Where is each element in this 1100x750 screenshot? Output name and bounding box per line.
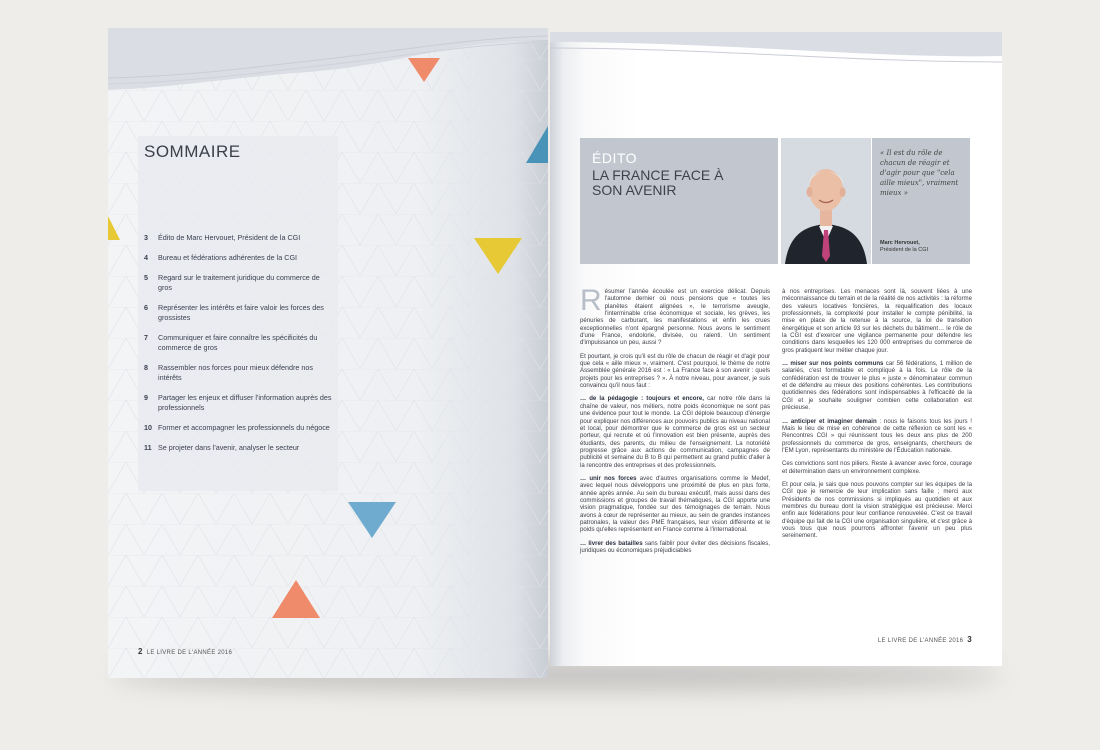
- toc-number: 4: [144, 253, 148, 262]
- article-column-2: [782, 288, 972, 546]
- toc-number: 10: [144, 423, 152, 432]
- paragraph-text: car notre rôle dans la chaîne de valeur, nos métiers, notre poids économique ne sont pas une évidence pour tout le monde. La CGI déploie beaucoup d'énergie pour expliquer nos différences aux pouvoirs publics au niveau national et local, pour démontrer que le commerce de gros est un secteur porteur, qui recrute et où l'innovation est bien présente, auprès des étudiants, des parents, du milieu de l'enseignement. La notoriété progresse grâce aux actions de communication, campagnes de publicité et semaine du B to B qui permettent au grand public d'aller à la rencontre des entreprises et des professionnels.: [580, 395, 770, 469]
- toc-number: 8: [144, 363, 148, 372]
- toc-text: Partager les enjeux et diffuser l'information auprès des professionnels: [158, 393, 332, 412]
- paragraph-keyword: … de la pédagogie : toujours et encore,: [580, 395, 704, 403]
- blue-triangle-edge: [526, 126, 548, 163]
- page-number: 2: [138, 647, 143, 656]
- toc-item[interactable]: [144, 253, 334, 263]
- left-folio: [134, 647, 232, 656]
- paragraph: [782, 481, 972, 540]
- paragraph: [580, 395, 770, 468]
- paragraph-keyword: … unir nos forces: [580, 474, 637, 482]
- paragraph-text: sans faiblir pour éviter des décisions fiscales, juridiques ou économiques préjudiciables: [580, 539, 771, 554]
- paragraph: [580, 475, 770, 534]
- toc-number: 11: [144, 443, 152, 452]
- right-folio: [878, 635, 976, 644]
- paragraph-text: Et pourtant, je crois qu'il est du rôle de chacun de réagir et d'agir pour que cela « aille mieux », vraiment. C'est pourquoi, le thème de notre Assemblée générale 2016 est : « La France face à son avenir : quels projets pour les entreprises ? ». À notre niveau, pour avancer, je suis convaincu qu'il nous faut :: [580, 352, 770, 390]
- toc-item[interactable]: [144, 273, 334, 293]
- signature: [880, 240, 928, 254]
- coral-triangle-top: [408, 58, 440, 82]
- paragraph-text: Et pour cela, je sais que nous pouvons compter sur les équipes de la CGI que je remercie de leur implication sans faille ; merci aux Présidents de nos commissions si impliqués au quotidien et aux membres du bureau dont la vision stratégique est précieuse. Merci enfin aux fédérations pour leur confiance renouvelée. C'est ce travail d'équipe qui fait de la CGI une organisation singulière, et c'est grâce à vous tous que nous pourrons affronter l'avenir un peu plus sereinement.: [782, 480, 972, 540]
- paragraph-keyword: … anticiper et imaginer demain: [782, 417, 877, 425]
- toc-number: 5: [144, 273, 148, 282]
- paragraph-keyword: … livrer des batailles: [580, 539, 643, 547]
- toc-text: Regard sur le traitement juridique du commerce de gros: [158, 273, 320, 292]
- toc-item[interactable]: [144, 303, 334, 323]
- signature-role: Président de la CGI: [880, 247, 928, 253]
- paragraph-text: : nous le faisons tous les jours ! Mais le lieu de mise en cohérence de cette réflexion ce sont les « Rencontres CGI » qui réunissent tous les deux ans plus de 200 professionnels du commerce de gros, enseignants, chercheurs de l'EM Lyon, représentants du ministère de l'Éducation nationale.: [782, 417, 972, 454]
- page-number: 3: [967, 635, 972, 644]
- folio-text: LE LIVRE DE L'ANNÉE 2016: [146, 650, 233, 656]
- portrait-illustration: [781, 138, 871, 264]
- folio-text: LE LIVRE DE L'ANNÉE 2016: [877, 638, 964, 644]
- toc-item[interactable]: [144, 233, 334, 243]
- toc-item[interactable]: [144, 333, 334, 353]
- toc-item[interactable]: [144, 423, 334, 433]
- table-of-contents: [144, 233, 334, 463]
- paragraph: [580, 353, 770, 390]
- paragraph: [782, 288, 972, 354]
- toc-text: Communiquer et faire connaître les spécificités du commerce de gros: [158, 333, 318, 352]
- signature-name: Marc Hervouet,: [880, 240, 920, 246]
- toc-item[interactable]: [144, 443, 334, 453]
- toc-number: 3: [144, 233, 148, 242]
- paragraph: [782, 418, 972, 455]
- paragraph: [782, 360, 972, 411]
- toc-number: 9: [144, 393, 148, 402]
- toc-text: Former et accompagner les professionnels du négoce: [158, 423, 330, 432]
- paragraph-text: Ces convictions sont nos piliers. Reste à avancer avec force, courage et détermination dans un environnement complexe.: [782, 460, 972, 475]
- paragraph: [580, 284, 770, 347]
- yellow-triangle-right: [474, 238, 522, 274]
- paragraph-keyword: … miser sur nos points communs: [782, 360, 884, 368]
- toc-text: Se projeter dans l'avenir, analyser le secteur: [158, 443, 300, 452]
- paragraph-text: car 56 fédérations, 1 million de salariés, c'est formidable et compliqué à la fois. Le rôle de la confédération est de trouver le plus « juste » dénominateur commun et de défendre au mieux des positions cohérentes. Les contributions quotidiennes des fédérations sont indispensables à l'efficacité de la CGI et je souhaite souligner combien cette collaboration est précieuse.: [782, 360, 972, 412]
- page-title: SOMMAIRE: [144, 142, 241, 161]
- portrait-photo: [781, 138, 871, 264]
- paragraph-text: à nos entreprises. Les menaces sont là, souvent liées à une méconnaissance du terrain et de la réalité de nos activités : la réforme des valeurs locatives foncières, la requalification des locaux professionnels, la complexité pour installer le compte pénibilité, la mise en place de la retenue à la source, la loi de transition énergétique et son article 93 sur les déchets du bâtiment… le rôle de la CGI est d'exercer une vigilance permanente pour défendre les conditions dans lesquelles les 120 000 entreprises du commerce de gros pratiquent leur métier chaque jour.: [782, 288, 972, 354]
- toc-item[interactable]: [144, 393, 334, 413]
- paragraph: [580, 540, 770, 555]
- edito-title: LA FRANCE FACE À SON AVENIR: [592, 167, 724, 198]
- toc-text: Bureau et fédérations adhérentes de la CGI: [158, 253, 298, 262]
- toc-text: Représenter les intérêts et faire valoir les forces des grossistes: [158, 303, 324, 322]
- paragraph-text: avec d'autres organisations comme le Medef, avec lequel nous développons une proximité de plus en plus forte, année après année. Au sein du bureau exécutif, mais aussi dans des commissions et groupes de travail thématiques, la CGI apporte une vision pragmatique, fondée sur des témoignages de terrain. Nous avons à cœur de représenter au mieux, au sein de grandes instances patronales, la valeur des PME françaises, leur vision différente et le poids qu'elles représentent en France comme à l'international.: [580, 474, 770, 534]
- drop-cap: R: [580, 284, 602, 317]
- blue-triangle-bottom: [348, 502, 396, 538]
- toc-item[interactable]: [144, 363, 334, 383]
- toc-number: 6: [144, 303, 148, 312]
- article-column-1: [580, 284, 771, 560]
- paragraph: [782, 460, 972, 475]
- yellow-triangle-left: [108, 216, 120, 240]
- toc-number: 7: [144, 333, 148, 342]
- paragraph-text: ésumer l'année écoulée est un exercice délicat. Depuis l'automne dernier où nous pensions que « toutes les planètes étaient alignées », le terrorisme aveugle, l'interminable crise économique et sociale, les grèves, les pénuries de carburant, les manifestations et enfin les crues exceptionnelles n'ont épargné personne. Nous avons le sentiment d'une France, endolorie, divisée, ou ralenti. Un sentiment d'impuissance un peu, aussi ?: [580, 288, 770, 347]
- right-page: [550, 32, 1002, 666]
- coral-triangle-bottom: [272, 580, 320, 618]
- toc-text: Édito de Marc Hervouet, Président de la CGI: [158, 233, 301, 242]
- edito-label: ÉDITO: [592, 150, 638, 166]
- pull-quote: « Il est du rôle de chacun de réagir et d'agir pour que "cela aille mieux", vraiment mieux »: [880, 149, 959, 197]
- toc-text: Rassembler nos forces pour mieux défendre nos intérêts: [158, 363, 314, 382]
- left-page: [108, 28, 548, 678]
